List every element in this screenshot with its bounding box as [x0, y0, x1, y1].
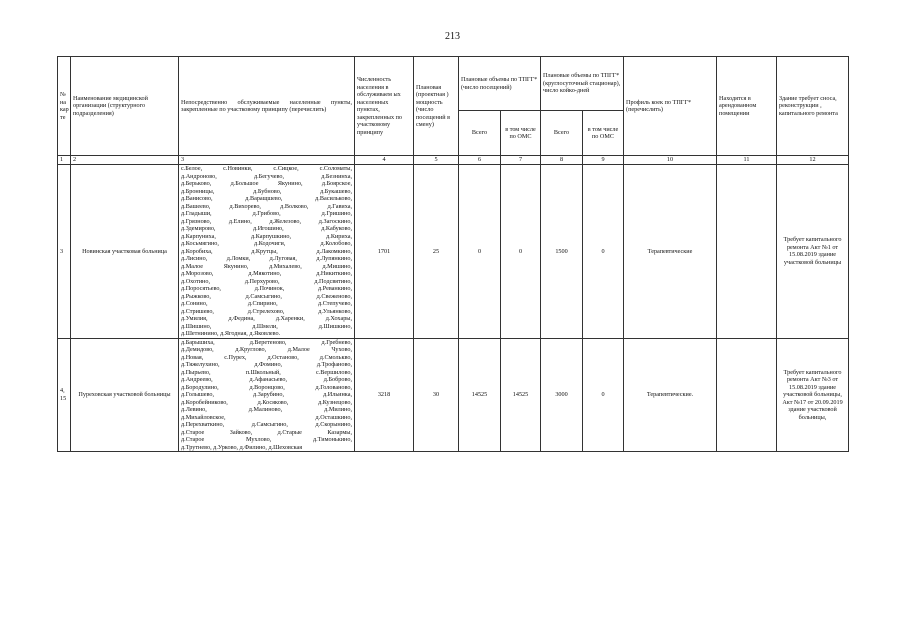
settlement-line: д.Сонино, д.Спирино, д.Степучево, — [181, 300, 352, 307]
row-rented — [717, 165, 777, 339]
settlement-line: д.Андроново, д.Бегучево, д.Безнинха, — [181, 172, 352, 180]
settlement-line: д.Левино, д.Малиново, д.Милино, — [181, 406, 352, 413]
settlement-line: д.Лисино, д.Ломки, д.Луговая, д.Лупянкино, — [181, 255, 352, 262]
column-number: 11 — [717, 156, 777, 165]
row-num: 3 — [58, 165, 71, 339]
row-days-oms: 0 — [583, 165, 624, 339]
column-number: 12 — [777, 156, 849, 165]
settlement-line: д.Здемирово, д.Игошино, д.Кабуково, — [181, 225, 352, 232]
column-number: 5 — [414, 156, 459, 165]
column-number-row — [58, 156, 849, 165]
column-number: 4 — [355, 156, 414, 165]
row-visits-oms: 0 — [501, 165, 541, 339]
row-visits-total: 0 — [459, 165, 501, 339]
page-number: 213 — [445, 31, 460, 42]
row-capacity: 30 — [414, 338, 459, 452]
row-profile: Терапевтические — [624, 165, 717, 339]
row-repair: Требует капитального ремонта Акт №3 от 15.08.2019 здание участковой больницы, Акт №17 от 20.09.2019 здание участковой больницы, — [777, 338, 849, 452]
row-settlements — [179, 338, 355, 452]
settlement-line: д.Старое Зайково, д.Старые Казармы, — [181, 428, 352, 436]
column-number: 2 — [71, 156, 179, 165]
row-rented — [717, 338, 777, 452]
column-number: 6 — [459, 156, 501, 165]
column-number: 9 — [583, 156, 624, 165]
column-number: 10 — [624, 156, 717, 165]
row-settlements — [179, 165, 355, 339]
settlement-line: д.Карпуниха, д.Карпушкино, д.Кириха, — [181, 232, 352, 240]
settlement-line: д.Косьмягино, д.Кодочиги, д.Колобово, — [181, 240, 352, 247]
header-population: Численность населения в обслуживаем ых населенных пунктах, закрепленных по участковому принципу — [355, 57, 414, 156]
settlement-line: д.Стришево, д.Стрелехово, д.Ульянково, — [181, 307, 352, 315]
table-row — [58, 165, 849, 339]
table-row — [58, 338, 849, 452]
settlement-line: д.Перехваткино, д.Самсыгино, д.Скорынино, — [181, 421, 352, 428]
row-days-oms: 0 — [583, 338, 624, 452]
settlement-line: д.Гладыши, д.Грибово, д.Гришино, — [181, 210, 352, 217]
row-capacity: 25 — [414, 165, 459, 339]
row-days-total: 3000 — [541, 338, 583, 452]
row-visits-total: 14525 — [459, 338, 501, 452]
settlement-line: д.Поросятьево, д.Починок, д.Реванкино, — [181, 285, 352, 292]
header-capacity: Плановая (проектная ) мощность (число посещений в смену) — [414, 57, 459, 156]
settlement-line: д.Шишино, д.Шмели, д.Шишкино, — [181, 322, 352, 330]
row-repair: Требует капитального ремонта Акт №1 от 15.08.2019 здание участковой больницы — [777, 165, 849, 339]
row-num: 4, 15 — [58, 338, 71, 452]
header-org: Наименование медицинской организации (структурного подразделения) — [71, 57, 179, 156]
column-number: 8 — [541, 156, 583, 165]
settlement-line: д.Андреево, д.Афанасьево, д.Боброво, — [181, 376, 352, 383]
header-rented: Находятся в арендованном помещении — [717, 57, 777, 156]
header-settlements: Непосредственно обслуживаемые населенные пункты, закрепленные по участковому принципу (перечислить) — [179, 57, 355, 156]
header-row-1 — [58, 57, 849, 111]
row-org: Пуреховская участковой больницы — [71, 338, 179, 452]
column-number: 7 — [501, 156, 541, 165]
settlement-line: д.Бронницы, д.Бубново, д.Букашево, — [181, 187, 352, 195]
settlement-line: д.Шетнинино, д.Ягодная, д.Яковлево. — [181, 330, 281, 337]
header-num: № на кар те — [58, 57, 71, 156]
header-days-total: Всего — [541, 111, 583, 156]
settlement-line: д.Морозово, д.Мякотино, д.Никиткино, — [181, 270, 352, 277]
settlement-line: д.Грязново, д.Елино, д.Железово, д.Загоскино, — [181, 217, 352, 225]
settlement-line: с.Белое, с.Новинки, с.Сицкое, с.Соломаты, — [181, 165, 352, 172]
settlement-line: д.Новая, с.Пурех, д.Останово, д.Смолькво, — [181, 353, 352, 361]
header-tpgg-days: Плановые объемы по ТПГГ* (круглосуточный стационар), число койко-дней — [541, 57, 624, 111]
row-visits-oms: 14525 — [501, 338, 541, 452]
header-days-oms: в том числе по ОМС — [583, 111, 624, 156]
settlement-line: д.Коробейниково, д.Косяково, д.Кузнецово, — [181, 398, 352, 406]
row-population: 1701 — [355, 165, 414, 339]
settlement-line: д.Старое Мухлово, д.Тимонькино, — [181, 436, 352, 443]
settlement-line: д.Умилия, д.Федина, д.Харенки, д.Хохары, — [181, 315, 352, 322]
header-repair: Здание требует сноса, реконструкции , капитального ремонта — [777, 57, 849, 156]
row-population: 3218 — [355, 338, 414, 452]
column-number: 3 — [179, 156, 355, 165]
row-org: Новинская участковая больница — [71, 165, 179, 339]
row-profile: Терапевтические. — [624, 338, 717, 452]
row-days-total: 1500 — [541, 165, 583, 339]
settlement-line: д.Голышево, д.Зарубино, д.Ильинка, — [181, 391, 352, 398]
settlement-line: д.Ванисово, д.Варащшево, д.Васильково, — [181, 195, 352, 202]
settlement-line: д.Малое Якунино, д.Михалево, д.Мишино, — [181, 262, 352, 270]
settlement-line: д.Демидово, д.Круглово, д.Малое Чухово, — [181, 346, 352, 353]
settlement-line: д.Берьково, д.Большое Якунино, д.Боярское, — [181, 180, 352, 187]
header-profile: Профиль коек по ТПГГ* (перечислить) — [624, 57, 717, 156]
header-visits-oms: в том числе по ОМС — [501, 111, 541, 156]
settlement-line: д.Охотино, д.Перхурово, д.Подсвятино, — [181, 277, 352, 285]
settlement-line: д.Трутнево, д.Урково, д.Филино, д.Шеховская — [181, 443, 303, 451]
header-tpgg-visits: Плановые объемы по ТПГГ* (число посещений) — [459, 57, 541, 111]
settlement-line: д.Пырьево, п.Школьный, с.Вершилово, — [181, 368, 352, 376]
settlement-line: д.Барышиха, д.Веретеново, д.Гребнево, — [181, 338, 352, 346]
settlement-line: д.Михайловское, д.Осташкино, — [181, 413, 352, 421]
settlement-line: д.Тяжелухино, д.Фомино, д.Трофаново, — [181, 361, 352, 368]
column-number: 1 — [58, 156, 71, 165]
settlement-line: д.Вашеево, д.Вихорево, д.Волково, д.Гавиха, — [181, 202, 352, 210]
facilities-table — [57, 56, 849, 452]
settlement-line: д.Бородулино, д.Воронцово, д.Голованово, — [181, 383, 352, 391]
settlement-line: д.Рыжково, д.Самсыгино, д.Свеженово, — [181, 292, 352, 300]
settlement-line: д.Коробиха, д.Крутцы, д.Лакомкино, — [181, 247, 352, 255]
header-visits-total: Всего — [459, 111, 501, 156]
